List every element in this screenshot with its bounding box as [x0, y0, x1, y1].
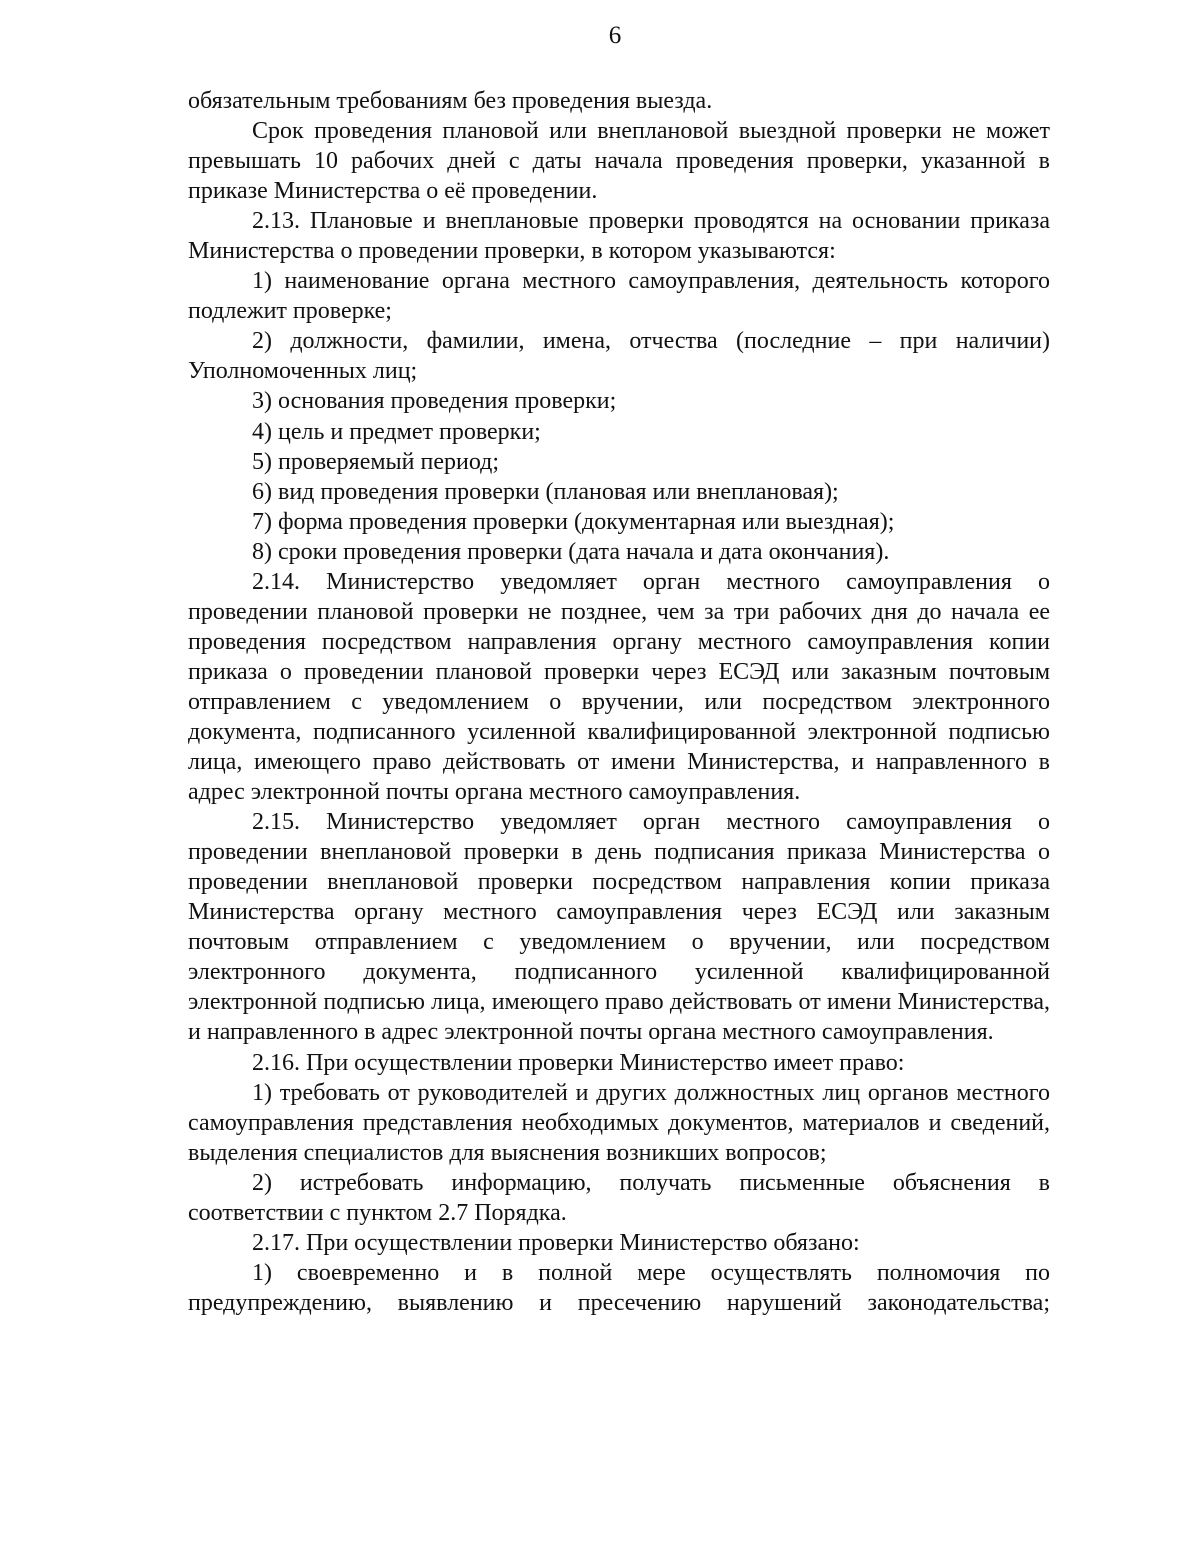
paragraph-inspection-term: Срок проведения плановой или внеплановой выездной проверки не может превышать 10 рабочих дней с даты начала проведения проверки, указанной в приказе Министерства о её проведении. — [188, 118, 1050, 205]
paragraph-continuation: обязательным требованиям без проведения выезда. — [188, 88, 713, 114]
list-item-2-13-6: 6) вид проведения проверки (плановая или внеплановая); — [252, 478, 839, 505]
list-item-2-13-2: 2) должности, фамилии, имена, отчества (последние – при наличии) Уполномоченных лиц; — [188, 328, 1050, 385]
list-item-2-13-4: 4) цель и предмет проверки; — [252, 418, 541, 445]
list-item-2-17-1: 1) своевременно и в полной мере осуществлять полномочия по предупреждению, выявлению и пресечению нарушений законодательства; — [188, 1259, 1050, 1316]
paragraph-2-14: 2.14. Министерство уведомляет орган местного самоуправления о проведении плановой проверки не позднее, чем за три рабочих дня до начала ее проведения посредством направления органу местного самоуправления копии приказа о проведении плановой проверки через ЕСЭД или заказным почтовым отправлением с уведомлением о вручении, или посредством электронного документа, подписанного усиленной квалифицированной электронной подписью лица, имеющего право действовать от имени Министерства, и направленного в адрес электронной почты органа местного самоуправления. — [188, 568, 1050, 806]
list-item-2-13-1: 1) наименование органа местного самоуправления, деятельность которого подлежит проверке; — [188, 268, 1050, 325]
list-item-2-16-2: 2) истребовать информацию, получать письменные объяснения в соответствии с пунктом 2.7 Порядка. — [188, 1169, 1050, 1226]
paragraph-2-16: 2.16. При осуществлении проверки Министерство имеет право: — [252, 1049, 905, 1076]
list-item-2-13-7: 7) форма проведения проверки (документарная или выездная); — [252, 508, 895, 535]
list-item-2-16-1: 1) требовать от руководителей и других должностных лиц органов местного самоуправления представления необходимых документов, материалов и сведений, выделения специалистов для выяснения возникших вопросов; — [188, 1079, 1050, 1166]
list-item-2-13-3: 3) основания проведения проверки; — [252, 388, 617, 415]
list-item-2-13-8: 8) сроки проведения проверки (дата начала и дата окончания). — [252, 538, 890, 565]
document-body — [188, 86, 1050, 1318]
list-item-2-13-5: 5) проверяемый период; — [252, 448, 500, 475]
paragraph-2-17: 2.17. При осуществлении проверки Министерство обязано: — [252, 1229, 860, 1256]
paragraph-2-13: 2.13. Плановые и внеплановые проверки проводятся на основании приказа Министерства о проведении проверки, в котором указываются: — [188, 208, 1050, 265]
paragraph-2-15: 2.15. Министерство уведомляет орган местного самоуправления о проведении внеплановой проверки в день подписания приказа Министерства о проведении внеплановой проверки посредством направления копии приказа Министерства органу местного самоуправления через ЕСЭД или заказным почтовым отправлением с уведомлением о вручении, или посредством электронного документа, подписанного усиленной квалифицированной электронной подписью лица, имеющего право действовать от имени Министерства, и направленного в адрес электронной почты органа местного самоуправления. — [188, 809, 1050, 1046]
page-number: 6 — [608, 22, 622, 49]
